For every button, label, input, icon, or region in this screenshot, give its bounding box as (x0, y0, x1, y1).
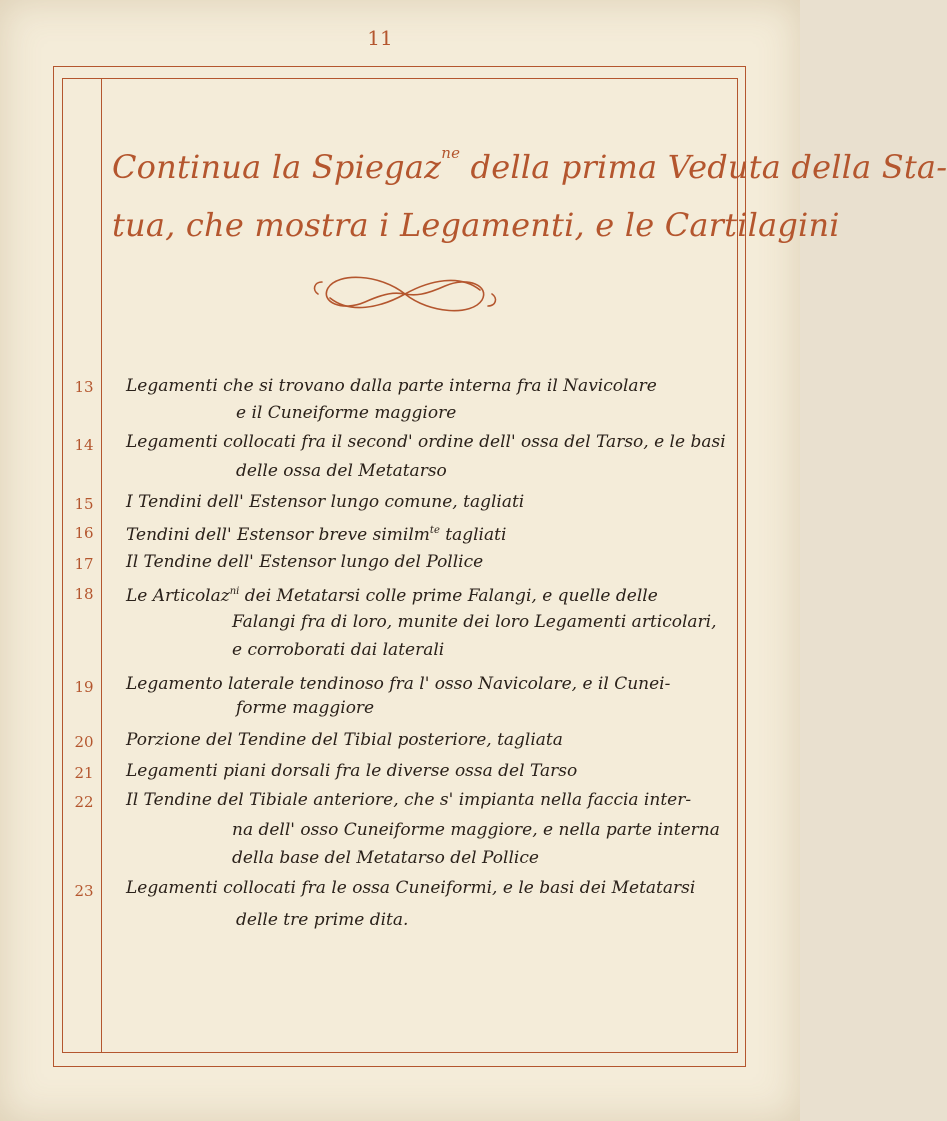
entry-line (126, 521, 506, 545)
title-line-1 (112, 124, 947, 196)
entry-line-text: dei Metatarsi colle prime Falangi, e quelle delle (239, 586, 658, 606)
entry-line: Legamento laterale tendinoso fra l' osso Navicolare, e il Cunei- (126, 674, 671, 694)
entry-line: Legamenti collocati fra le ossa Cuneiformi, e le basi dei Metatarsi (126, 878, 696, 898)
entry-line (126, 582, 658, 606)
entry-line: Falangi fra di loro, munite dei loro Legamenti articolari, (232, 612, 717, 632)
calligraphic-flourish-ornament (310, 268, 500, 320)
entry-line: Porzione del Tendine del Tibial posteriore, tagliata (126, 730, 563, 750)
entry-line-text: tagliati (439, 525, 507, 545)
entry-superscript: ni (229, 586, 240, 597)
entry-line: na dell' osso Cuneiforme maggiore, e nella parte interna (232, 820, 720, 840)
entry-line: e corroborati dai laterali (232, 640, 445, 660)
entry-line: I Tendini dell' Estensor lungo comune, tagliati (126, 492, 525, 512)
entry-number: 15 (74, 495, 94, 513)
entry-line: Legamenti che si trovano dalla parte interna fra il Navicolare (126, 376, 657, 396)
entry-line-text: Tendini dell' Estensor breve similm (126, 525, 430, 545)
entry-line: Il Tendine del Tibiale anteriore, che s' impianta nella faccia inter- (126, 790, 692, 810)
entry-line: forme maggiore (236, 698, 375, 718)
entry-line: e il Cuneiforme maggiore (236, 403, 457, 423)
entry-line: delle ossa del Metatarso (236, 461, 447, 481)
entry-line: Legamenti collocati fra il second' ordine dell' ossa del Tarso, e le basi (126, 432, 726, 452)
page-title (112, 124, 947, 254)
entry-line: della base del Metatarso del Pollice (232, 848, 539, 868)
entry-number: 14 (74, 436, 94, 454)
entry-number: 13 (74, 378, 94, 396)
entry-number: 19 (74, 678, 94, 696)
entry-line-text: Le Articolaz (126, 586, 230, 606)
title-superscript: ne (441, 144, 461, 162)
entry-superscript: te (429, 525, 440, 536)
page-number: 11 (367, 26, 393, 50)
entry-number: 20 (74, 733, 94, 751)
entry-number: 23 (74, 882, 94, 900)
entry-number: 17 (74, 555, 94, 573)
entry-number: 16 (74, 524, 94, 542)
title-line-1-end: della prima Veduta della Sta- (460, 148, 947, 186)
entry-line: delle tre prime dita. (236, 910, 409, 930)
title-line-1-start: Continua la Spiegaz (112, 148, 442, 186)
entry-number: 18 (74, 585, 94, 603)
entry-line: Legamenti piani dorsali fra le diverse ossa del Tarso (126, 761, 578, 781)
entry-line: Il Tendine dell' Estensor lungo del Pollice (126, 552, 484, 572)
title-line-2: tua, che mostra i Legamenti, e le Cartilagini (112, 206, 840, 244)
entry-number: 21 (74, 764, 94, 782)
entry-number: 22 (74, 793, 94, 811)
